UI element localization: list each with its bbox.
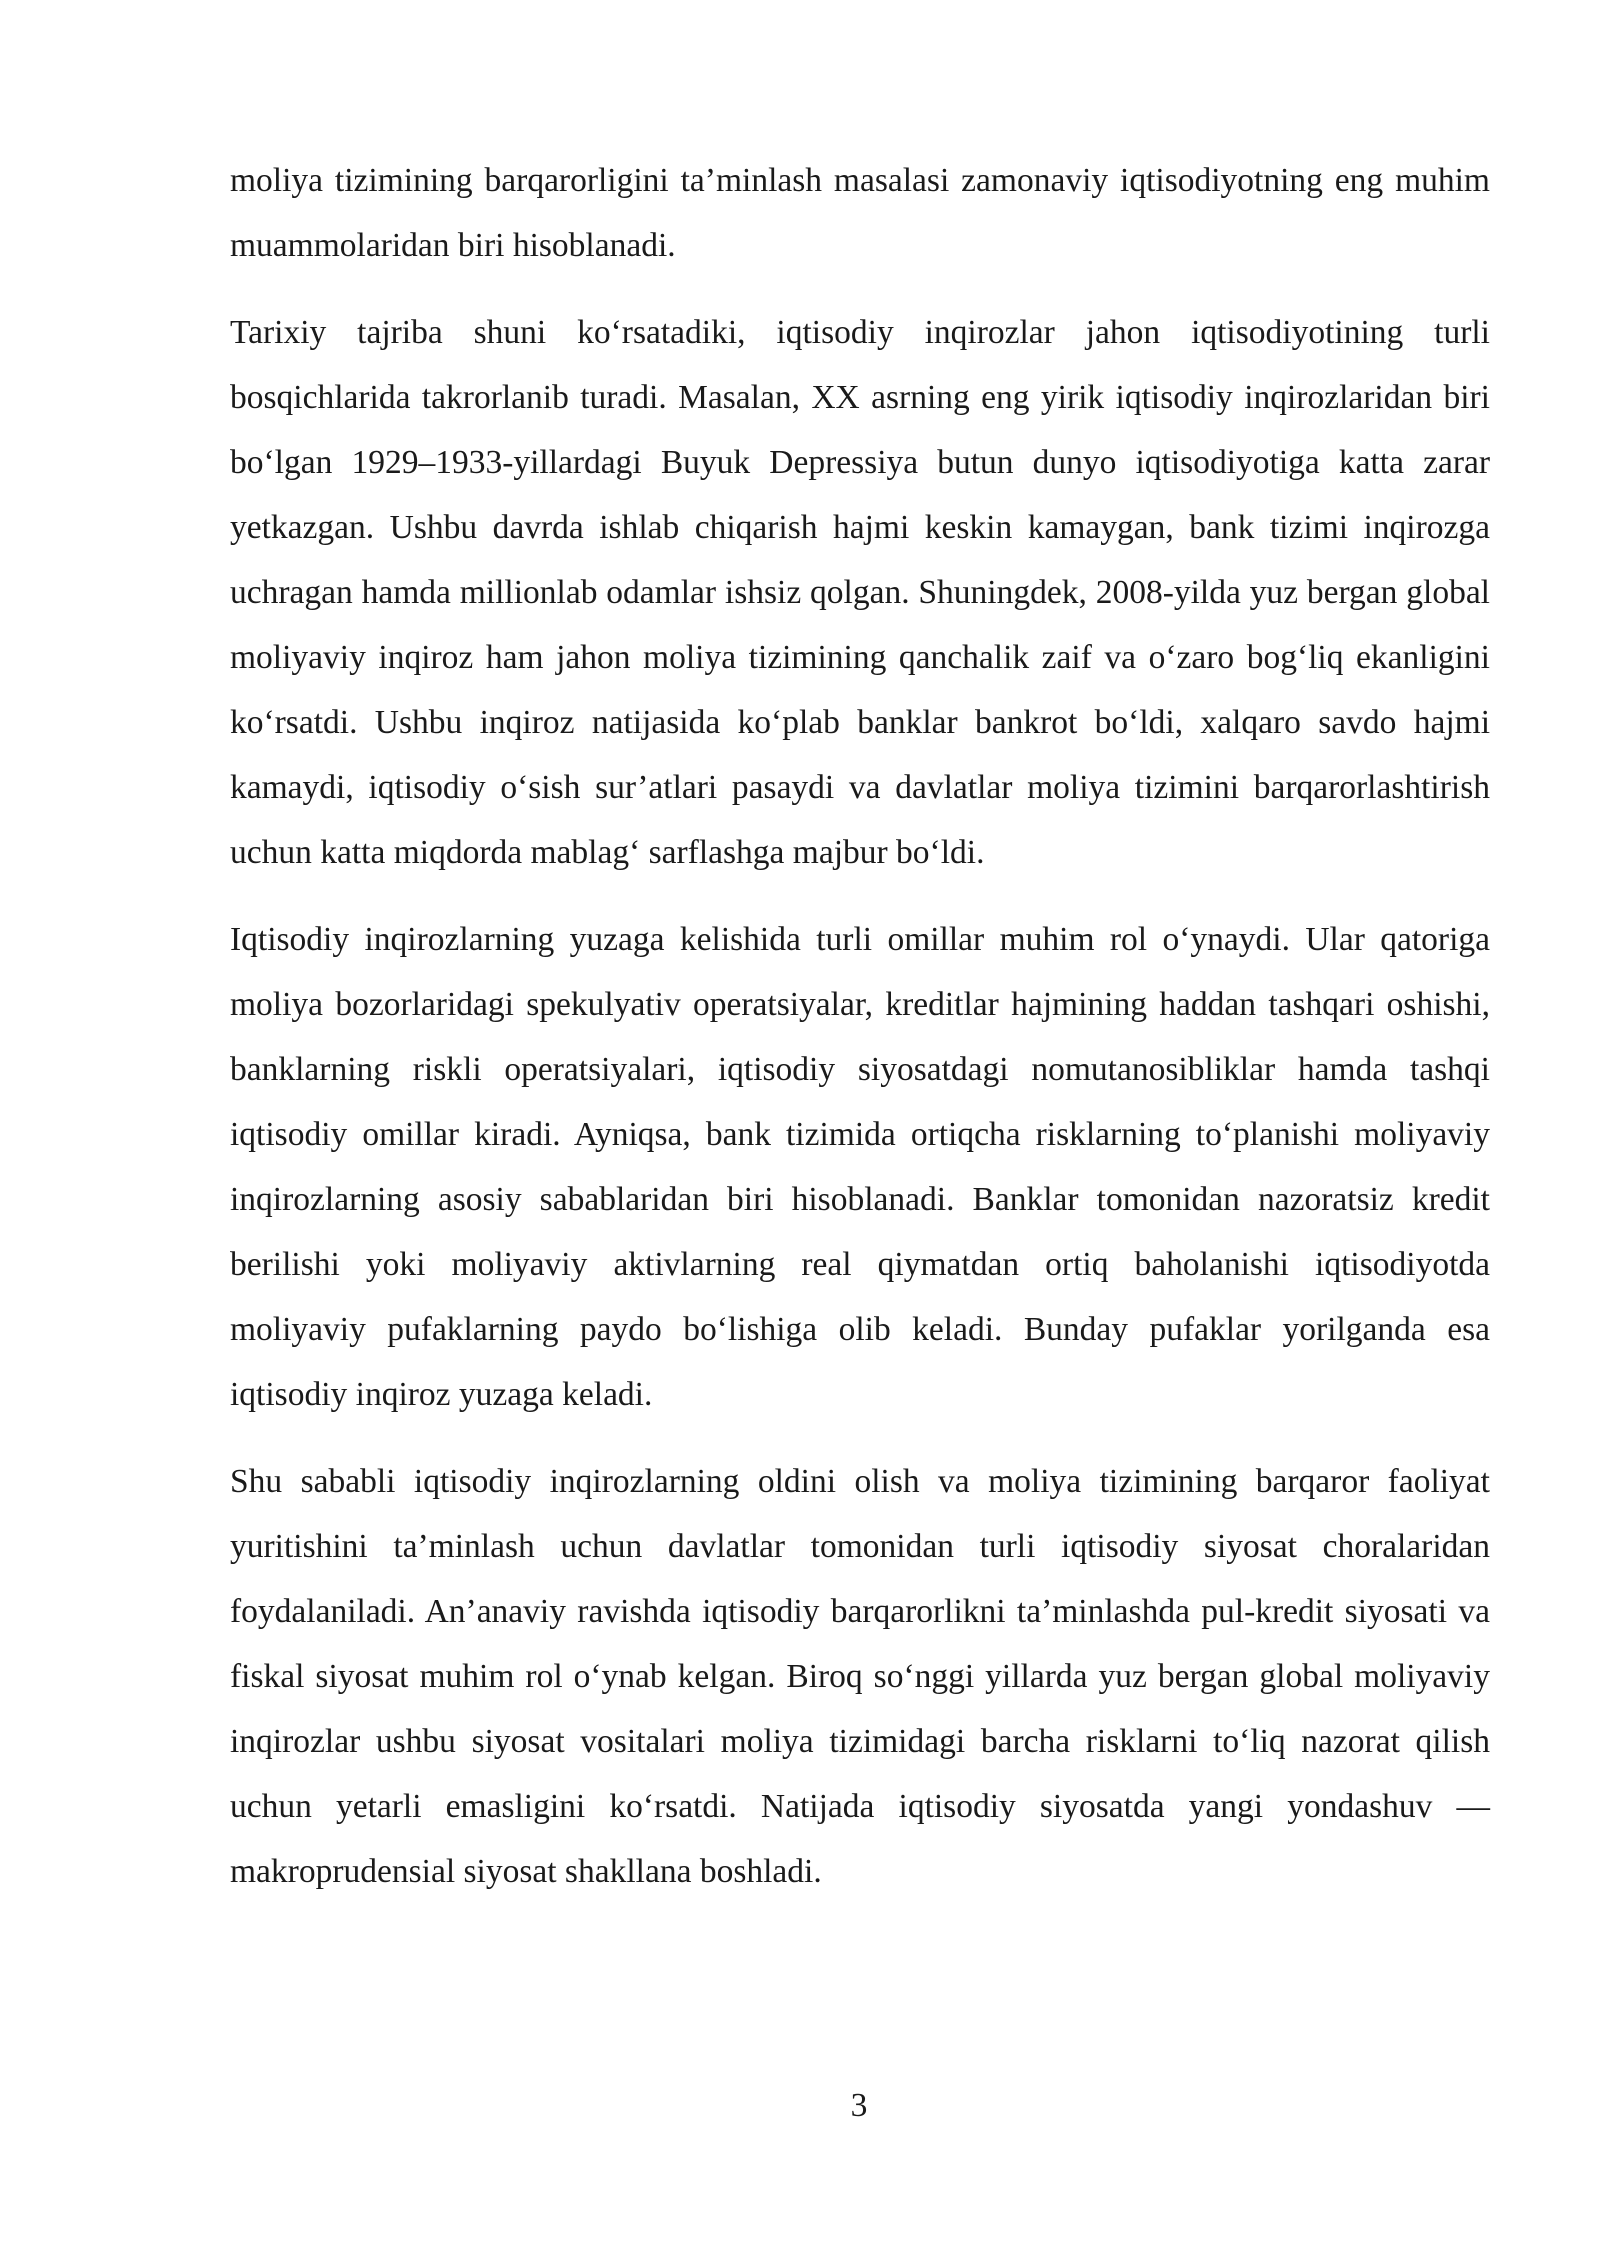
paragraph: moliya tizimining barqarorligini ta’minlash masalasi zamonaviy iqtisodiyotning eng muhim muammolaridan biri hisoblanadi. <box>230 162 1490 264</box>
paragraph: Tarixiy tajriba shuni ko‘rsatadiki, iqtisodiy inqirozlar jahon iqtisodiyotining turli bosqichlarida takrorlanib turadi. Masalan, XX asrning eng yirik iqtisodiy inqirozlaridan biri bo‘lgan 1929–1933-yillardagi Buyuk Depressiya butun dunyo iqtisodiyotiga katta zarar yetkazgan. Ushbu davrda ishlab chiqarish hajmi keskin kamaygan, bank tizimi inqirozga uchragan hamda millionlab odamlar ishsiz qolgan. Shuningdek, 2008-yilda yuz bergan global moliyaviy inqiroz ham jahon moliya tizimining qanchalik zaif va o‘zaro bog‘liq ekanligini ko‘rsatdi. Ushbu inqiroz natijasida ko‘plab banklar bankrot bo‘ldi, xalqaro savdo hajmi kamaydi, iqtisodiy o‘sish sur’atlari pasaydi va davlatlar moliya tizimini barqarorlashtirish uchun katta miqdorda mablag‘ sarflashga majbur bo‘ldi. <box>230 314 1490 871</box>
paragraph: Iqtisodiy inqirozlarning yuzaga kelishida turli omillar muhim rol o‘ynaydi. Ular qatoriga moliya bozorlaridagi spekulyativ operatsiyalar, kreditlar hajmining haddan tashqari oshishi, banklarning riskli operatsiyalari, iqtisodiy siyosatdagi nomutanosibliklar hamda tashqi iqtisodiy omillar kiradi. Ayniqsa, bank tizimida ortiqcha risklarning to‘planishi moliyaviy inqirozlarning asosiy sabablaridan biri hisoblanadi. Banklar tomonidan nazoratsiz kredit berilishi yoki moliyaviy aktivlarning real qiymatdan ortiq baholanishi iqtisodiyotda moliyaviy pufaklarning paydo bo‘lishiga olib keladi. Bunday pufaklar yorilganda esa iqtisodiy inqiroz yuzaga keladi. <box>230 921 1490 1413</box>
body-text <box>230 148 1490 1926</box>
paragraph: Shu sababli iqtisodiy inqirozlarning oldini olish va moliya tizimining barqaror faoliyat yuritishini ta’minlash uchun davlatlar tomonidan turli iqtisodiy siyosat choralaridan foydalaniladi. An’anaviy ravishda iqtisodiy barqarorlikni ta’minlashda pul-kredit siyosati va fiskal siyosat muhim rol o‘ynab kelgan. Biroq so‘nggi yillarda yuz bergan global moliyaviy inqirozlar ushbu siyosat vositalari moliya tizimidagi barcha risklarni to‘liq nazorat qilish uchun yetarli emasligini ko‘rsatdi. Natijada iqtisodiy siyosatda yangi yondashuv — makroprudensial siyosat shakllana boshladi. <box>230 1463 1490 1890</box>
page-number: 3 <box>850 2087 868 2124</box>
